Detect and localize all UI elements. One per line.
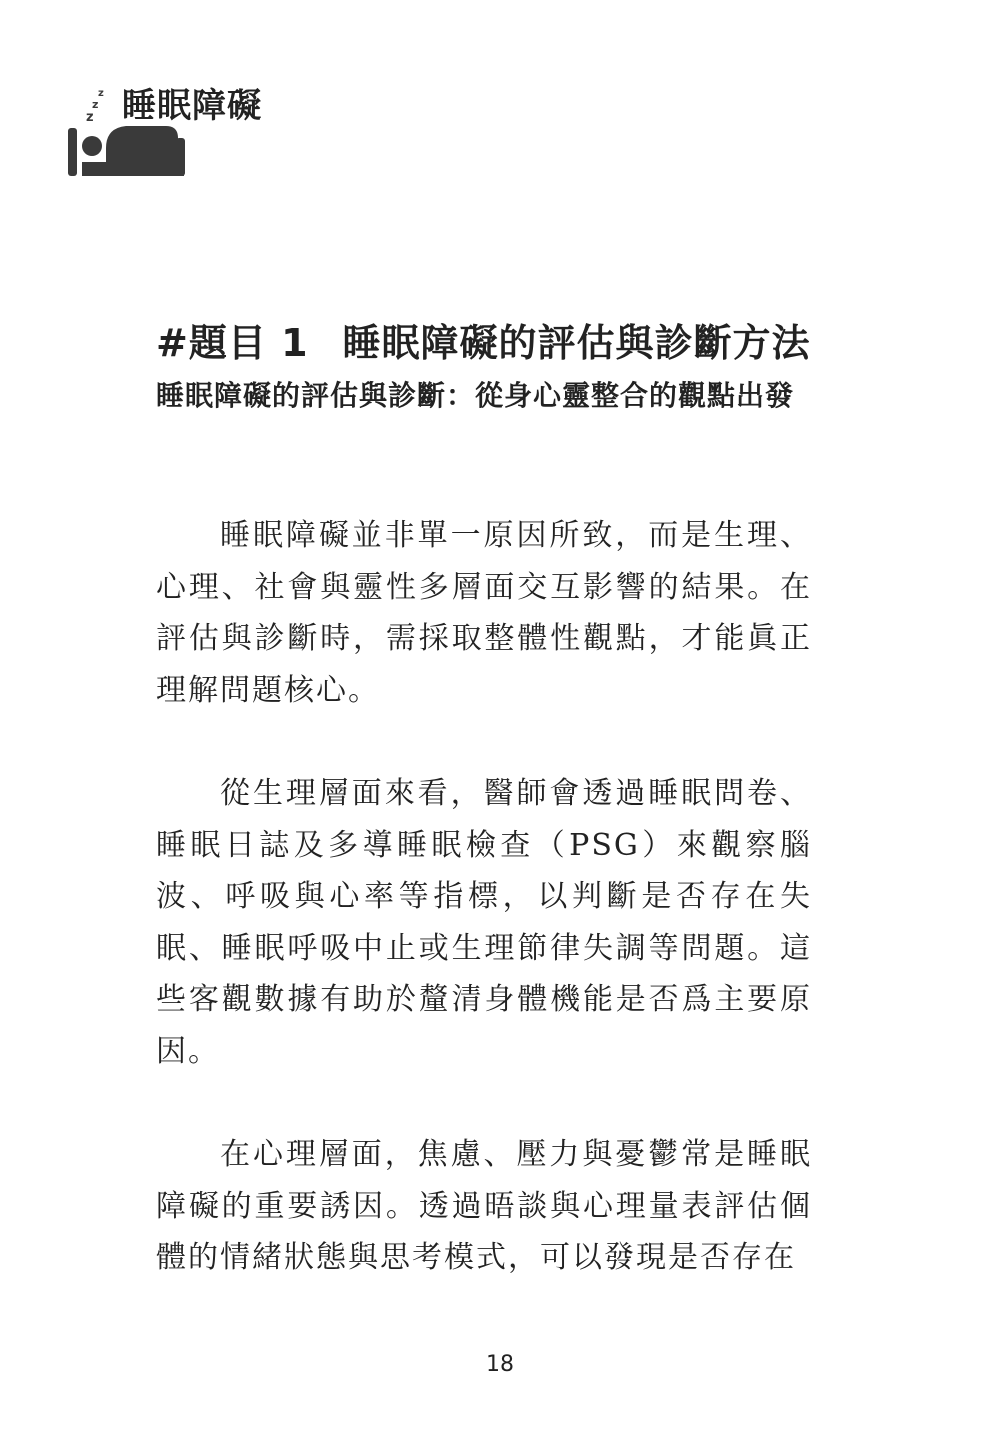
page-number: 18 [486, 1352, 514, 1377]
svg-text:z: z [98, 88, 104, 99]
paragraph: 在心理層面，焦慮、壓力與憂鬱常是睡眠障礙的重要誘因。透過晤談與心理量表評估個體的情緒狀態與思考模式，可以發現是否存在 [156, 1137, 812, 1275]
page-subtitle: 睡眠障礙的評估與診斷：從身心靈整合的觀點出發 [156, 379, 795, 412]
section-header [66, 78, 306, 188]
sleeping-person-icon [66, 118, 188, 178]
paragraph: 睡眠障礙並非單一原因所致，而是生理、心理、社會與靈性多層面交互影響的結果。在評估與診斷時，需採取整體性觀點，才能眞正理解問題核心。 [156, 518, 812, 708]
title-text: 睡眠障礙的評估與診斷方法 [342, 321, 811, 365]
title-prefix: #題目 1 [156, 321, 309, 365]
body-text [156, 510, 812, 1336]
svg-text:z: z [92, 98, 99, 111]
section-label: 睡眠障礙 [122, 86, 262, 126]
svg-text:z: z [86, 110, 94, 124]
paragraph: 從生理層面來看，醫師會透過睡眠問卷、睡眠日誌及多導睡眠檢查（PSG）來觀察腦波、呼吸與心率等指標，以判斷是否存在失眠、睡眠呼吸中止或生理節律失調等問題。這些客觀數據有助於釐清身體機能是否爲主要原因。 [156, 776, 812, 1069]
page-title [156, 312, 856, 367]
